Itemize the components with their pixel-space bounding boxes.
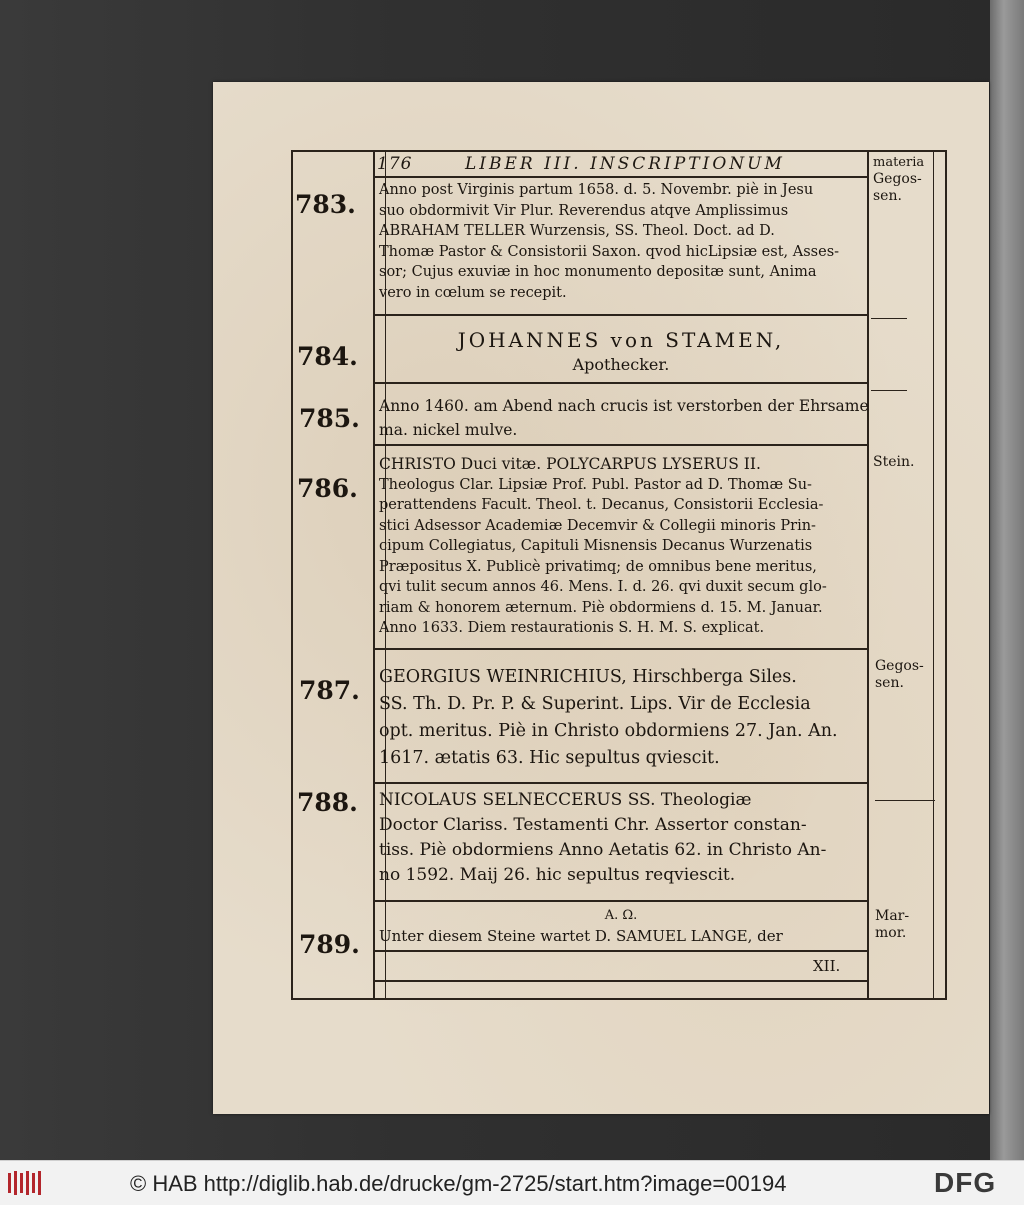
- entry-text-787: [379, 664, 838, 772]
- entry-rule: [375, 444, 869, 446]
- column-rule-left: [373, 152, 375, 998]
- entry-line: suo obdormivit Vir Plur. Reverendus atqve Amplissimus: [379, 202, 789, 219]
- entry-text-789: [379, 906, 863, 946]
- entry-line: CHRISTO Duci vitæ. POLYCARPUS LYSERUS II.: [379, 455, 761, 473]
- entry-line: ma. nickel mulve.: [379, 421, 518, 439]
- entry-text-788: [379, 788, 826, 888]
- hab-logo-icon: [6, 1169, 44, 1197]
- entry-line: Doctor Clariss. Testamenti Chr. Assertor constan-: [379, 815, 807, 835]
- entry-line: Thomæ Pastor & Consistorii Saxon. qvod hicLipsiæ est, Asses-: [379, 243, 840, 260]
- entry-line: riam & honorem æternum. Piè obdormiens d. 15. M. Januar.: [379, 599, 823, 616]
- catchword: XII.: [813, 957, 841, 975]
- entry-text-786: [379, 454, 827, 639]
- entry-line: Unter diesem Steine wartet D. SAMUEL LANGE, der: [379, 927, 783, 945]
- entry-line: 1617. ætatis 63. Hic sepultus qviescit.: [379, 748, 720, 768]
- running-title: LIBER III. INSCRIPTIONUM: [465, 154, 785, 174]
- entry-line: Apothecker.: [572, 355, 670, 374]
- entry-line: sor; Cujus exuviæ in hoc monumento depositæ sunt, Anima: [379, 264, 817, 280]
- dfg-logo: DFG: [934, 1167, 997, 1198]
- margin-line: materia: [873, 155, 925, 170]
- margin-rule: [871, 390, 907, 391]
- entry-line: Anno post Virginis partum 1658. d. 5. Novembr. piè in Jesu: [379, 182, 814, 198]
- page-number: 176: [377, 154, 413, 174]
- margin-line: sen.: [873, 188, 902, 204]
- entry-line: Theologus Clar. Lipsiæ Prof. Publ. Pastor ad D. Thomæ Su-: [379, 476, 812, 493]
- column-rule-outer: [933, 152, 934, 998]
- entry-line: NICOLAUS SELNECCERUS SS. Theologiæ: [379, 790, 752, 810]
- margin-line: sen.: [875, 675, 904, 691]
- entry-text-783: [379, 180, 839, 303]
- entry-line: Anno 1460. am Abend nach crucis ist verstorben der Ehrsame: [379, 397, 869, 415]
- margin-line: Stein.: [873, 454, 915, 470]
- margin-note: [875, 908, 909, 942]
- entry-number: 788.: [297, 788, 358, 817]
- margin-line: mor.: [875, 925, 907, 941]
- margin-rule: [875, 800, 935, 801]
- running-header: [377, 152, 857, 176]
- entry-line: vero in cœlum se recepit.: [379, 284, 567, 301]
- entry-line: opt. meritus. Piè in Christo obdormiens 27. Jan. An.: [379, 721, 838, 741]
- margin-line: Mar-: [875, 908, 910, 924]
- entry-line: stici Adsessor Academiæ Decemvir & Collegii minoris Prin-: [379, 517, 816, 534]
- column-rule-right: [867, 152, 869, 998]
- entry-line: qvi tulit secum annos 46. Mens. I. d. 26. qvi duxit secum glo-: [379, 579, 827, 595]
- entry-text-784: [379, 326, 863, 376]
- entry-number: 786.: [297, 474, 358, 503]
- entry-line: JOHANNES von STAMEN,: [457, 328, 785, 352]
- entry-rule: [375, 900, 869, 902]
- entry-rule: [375, 782, 869, 784]
- entry-number: 783.: [295, 190, 356, 219]
- entry-number: 789.: [299, 930, 360, 959]
- entry-line: SS. Th. D. Pr. P. & Superint. Lips. Vir de Ecclesia: [379, 694, 811, 714]
- entry-line: A. Ω.: [604, 908, 638, 923]
- margin-note: [875, 658, 924, 692]
- entry-line: perattendens Facult. Theol. t. Decanus, Consistorii Ecclesia-: [379, 497, 824, 513]
- entry-rule: [375, 648, 869, 650]
- margin-line: Gegos-: [875, 658, 924, 674]
- margin-line: Gegos-: [873, 171, 922, 187]
- margin-rule: [871, 318, 907, 319]
- header-rule: [375, 176, 869, 178]
- margin-note: [873, 454, 914, 471]
- entry-line: no 1592. Maij 26. hic sepultus reqviescit.: [379, 865, 736, 885]
- bottom-rule: [375, 980, 869, 982]
- entry-number: 784.: [297, 342, 358, 371]
- entry-number: 785.: [299, 404, 360, 433]
- entry-line: cipum Collegiatus, Capituli Misnensis Decanus Wurzenatis: [379, 538, 813, 554]
- viewer-footer: [0, 1160, 1024, 1205]
- entry-rule: [375, 950, 869, 952]
- entry-number: 787.: [299, 676, 360, 705]
- entry-line: ABRAHAM TELLER Wurzensis, SS. Theol. Doct. ad D.: [379, 223, 775, 239]
- next-page-edge: [990, 0, 1024, 1160]
- margin-note: [873, 154, 924, 205]
- book-page: [213, 82, 989, 1114]
- entry-rule: [375, 314, 869, 316]
- entry-line: tiss. Piè obdormiens Anno Aetatis 62. in Christo An-: [379, 840, 827, 860]
- entry-line: GEORGIUS WEINRICHIUS, Hirschberga Siles.: [379, 667, 797, 687]
- copyright-link[interactable]: © HAB http://diglib.hab.de/drucke/gm-2725/start.htm?image=00194: [130, 1171, 787, 1196]
- entry-text-785: [379, 394, 869, 442]
- entry-line: Anno 1633. Diem restaurationis S. H. M. S. explicat.: [379, 620, 765, 636]
- entry-line: Præpositus X. Publicè privatimq; de omnibus bene meritus,: [379, 558, 817, 575]
- entry-rule: [375, 382, 869, 384]
